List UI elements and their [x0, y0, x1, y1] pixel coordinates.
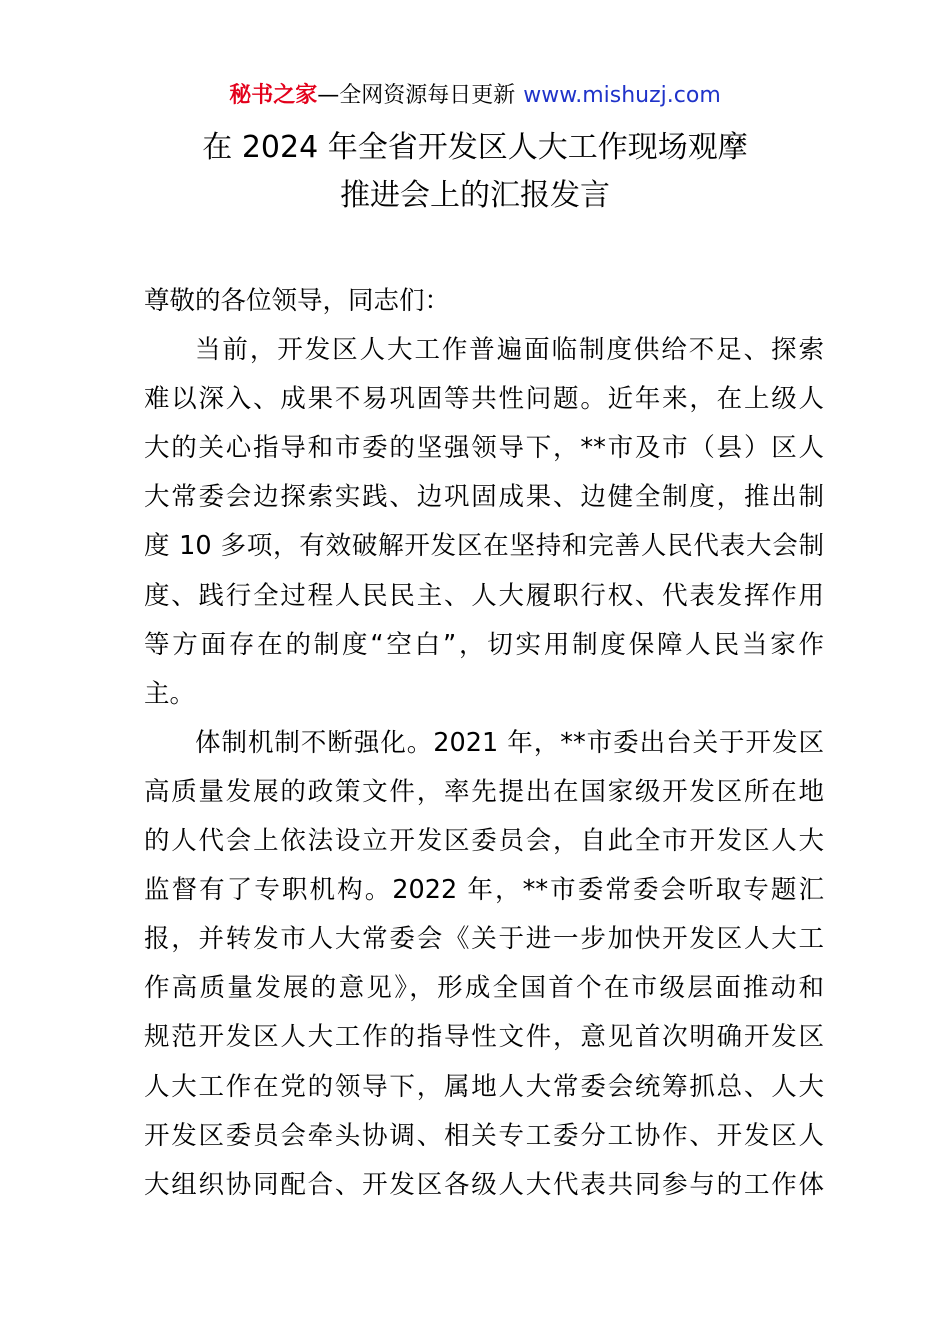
document-title-line-2: 推进会上的汇报发言 [340, 178, 610, 213]
site-header [0, 80, 950, 112]
paragraph-line: 作高质量发展的意见》，形成全国首个在市级层面推动和 [144, 973, 824, 1004]
document-title-line-1: 在 2024 年全省开发区人大工作现场观摩 [202, 130, 748, 165]
salutation: 尊敬的各位领导，同志们： [144, 286, 451, 316]
paragraph-line: 度、践行全过程人民民主、人大履职行权、代表发挥作用 [144, 580, 824, 611]
paragraph-line: 的人代会上依法设立开发区委员会，自此全市开发区人大 [144, 826, 824, 857]
paragraph-line: 当前，开发区人大工作普遍面临制度供给不足、探索 [195, 335, 824, 366]
paragraph-line: 等方面存在的制度“空白”，切实用制度保障人民当家作 [144, 629, 824, 660]
paragraph-line: 主。 [144, 678, 196, 709]
paragraph-line: 规范开发区人大工作的指导性文件，意见首次明确开发区 [144, 1022, 824, 1053]
site-brand: 秘书之家 [229, 83, 318, 108]
paragraph-line: 监督有了专职机构。2022 年，**市委常委会听取专题汇 [144, 875, 824, 906]
paragraph-line: 体制机制不断强化。2021 年，**市委出台关于开发区 [195, 727, 824, 758]
document-body [144, 277, 824, 1210]
paragraph-line: 大的关心指导和市委的坚强领导下，**市及市（县）区人 [144, 433, 824, 464]
paragraph-line: 开发区委员会牵头协调、相关专工委分工协作、开发区人 [144, 1120, 824, 1151]
paragraph-line: 报，并转发市人大常委会《关于进一步加快开发区人大工 [144, 924, 824, 955]
paragraph-line: 度 10 多项，有效破解开发区在坚持和完善人民代表大会制 [144, 531, 824, 562]
paragraph-line: 大组织协同配合、开发区各级人大代表共同参与的工作体 [144, 1169, 824, 1200]
paragraph-line: 高质量发展的政策文件，率先提出在国家级开发区所在地 [144, 776, 824, 807]
site-url-link[interactable]: www.mishuzj.com [523, 83, 721, 108]
paragraph-line: 人大工作在党的领导下，属地人大常委会统筹抓总、人大 [144, 1071, 824, 1102]
site-tagline: —全网资源每日更新 [317, 83, 516, 108]
paragraph-line: 大常委会边探索实践、边巩固成果、边健全制度，推出制 [144, 482, 824, 513]
paragraph-line: 难以深入、成果不易巩固等共性问题。近年来，在上级人 [144, 384, 824, 415]
